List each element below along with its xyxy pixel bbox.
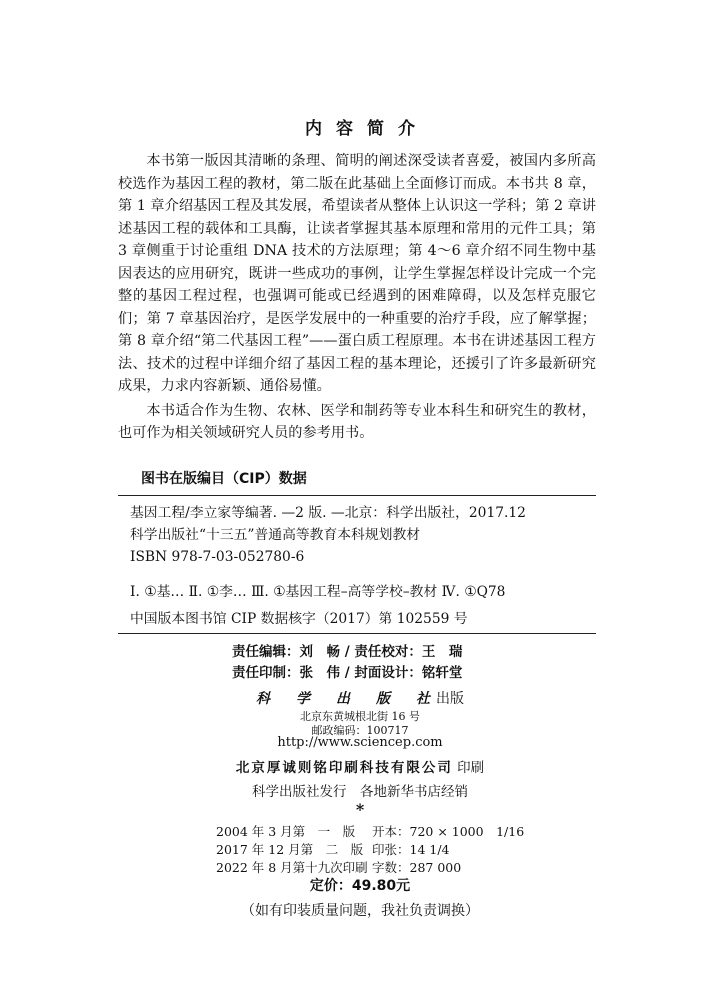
edition-row2-left: 2017 年 12 月第 二 版 xyxy=(216,842,364,857)
separator-star: * xyxy=(355,800,365,819)
printer-suffix: 印刷 xyxy=(457,760,485,776)
distribution-line: 科学出版社发行 各地新华书店经销 xyxy=(252,784,468,800)
publisher-name: 科 学 出 版 社 xyxy=(256,691,436,707)
credits-print-line: 责任印制：张 伟 / 封面设计：铭轩堂 xyxy=(232,665,463,681)
cip-top-rule xyxy=(118,495,596,496)
edition-row3-left: 2022 年 8 月第十九次印刷 xyxy=(216,860,368,875)
edition-row3-right: 字数：287 000 xyxy=(372,860,462,875)
cip-block xyxy=(130,502,596,630)
edition-row1-left: 2004 年 3 月第 一 版 xyxy=(216,824,356,839)
cip-line-verification: 中国版本图书馆 CIP 数据核字（2017）第 102559 号 xyxy=(130,611,468,627)
credits-editor-line: 责任编辑：刘 畅 / 责任校对：王 瑞 xyxy=(232,644,463,660)
intro-paragraph-1: 本书第一版因其清晰的条理、简明的阐述深受读者喜爱，被国内多所高校选作为基因工程的教材，第二版在此基础上全面修订而成。本书共 8 章，第 1 章介绍基因工程及其发展，希望读者从整体上认识这一学科；第 2 章讲述基因工程的载体和工具酶，让读者掌握其基本原理和常用的元件工具；第 3 章侧重于讨论重组 DNA 技术的方法原理；第 4～6 章介绍不同生物中基因表达的应用研究，既讲一些成功的事例，让学生掌握怎样设计完成一个完整的基因工程过程，也强调可能或已经遇到的困难障碍，以及怎样克服它们；第 7 章基因治疗，是医学发展中的一种重要的治疗手段，应了解掌握；第 8 章介绍“第二代基因工程”——蛋白质工程原理。本书在讲述基因工程方法、技术的过程中详细介绍了基因工程的基本理论，还援引了许多最新研究成果，力求内容新颖、通俗易懂。 xyxy=(118,153,596,394)
printer-line xyxy=(0,756,720,776)
edition-row1-right: 开本：720 × 1000 1/16 xyxy=(372,824,525,839)
edition-row2-right: 印张：14 1/4 xyxy=(372,842,450,857)
cip-line-series: 科学出版社“十三五”普通高等教育本科规划教材 xyxy=(130,527,421,543)
publisher-postcode: 邮政编码：100717 xyxy=(311,724,409,737)
intro-paragraph-2: 本书适合作为生物、农林、医学和制药等专业本科生和研究生的教材，也可作为相关领域研究人员的参考用书。 xyxy=(118,402,596,441)
cip-line-isbn: ISBN 978-7-03-052780-6 xyxy=(130,549,305,565)
cip-line-title: 基因工程/李立家等编著. —2 版. —北京：科学出版社，2017.12 xyxy=(130,505,526,521)
publisher-line xyxy=(0,688,720,708)
page-title: 内容简介 xyxy=(305,119,429,139)
publisher-address: 北京东黄城根北街 16 号 xyxy=(300,710,420,723)
publisher-url: http://www.sciencep.com xyxy=(277,735,443,750)
price: 定价：49.80元 xyxy=(309,878,411,894)
quality-notice: （如有印装质量问题，我社负责调换） xyxy=(241,903,479,919)
publisher-suffix: 出版 xyxy=(436,691,464,707)
printer-name: 北京厚诚则铭印刷科技有限公司 xyxy=(235,760,453,776)
cip-bottom-rule xyxy=(118,633,596,634)
cip-title: 图书在版编目（CIP）数据 xyxy=(141,471,307,487)
intro-section xyxy=(118,150,596,447)
cip-line-classification: Ⅰ. ①基… Ⅱ. ①李… Ⅲ. ①基因工程–高等学校–教材 Ⅳ. ①Q78 xyxy=(130,584,506,600)
